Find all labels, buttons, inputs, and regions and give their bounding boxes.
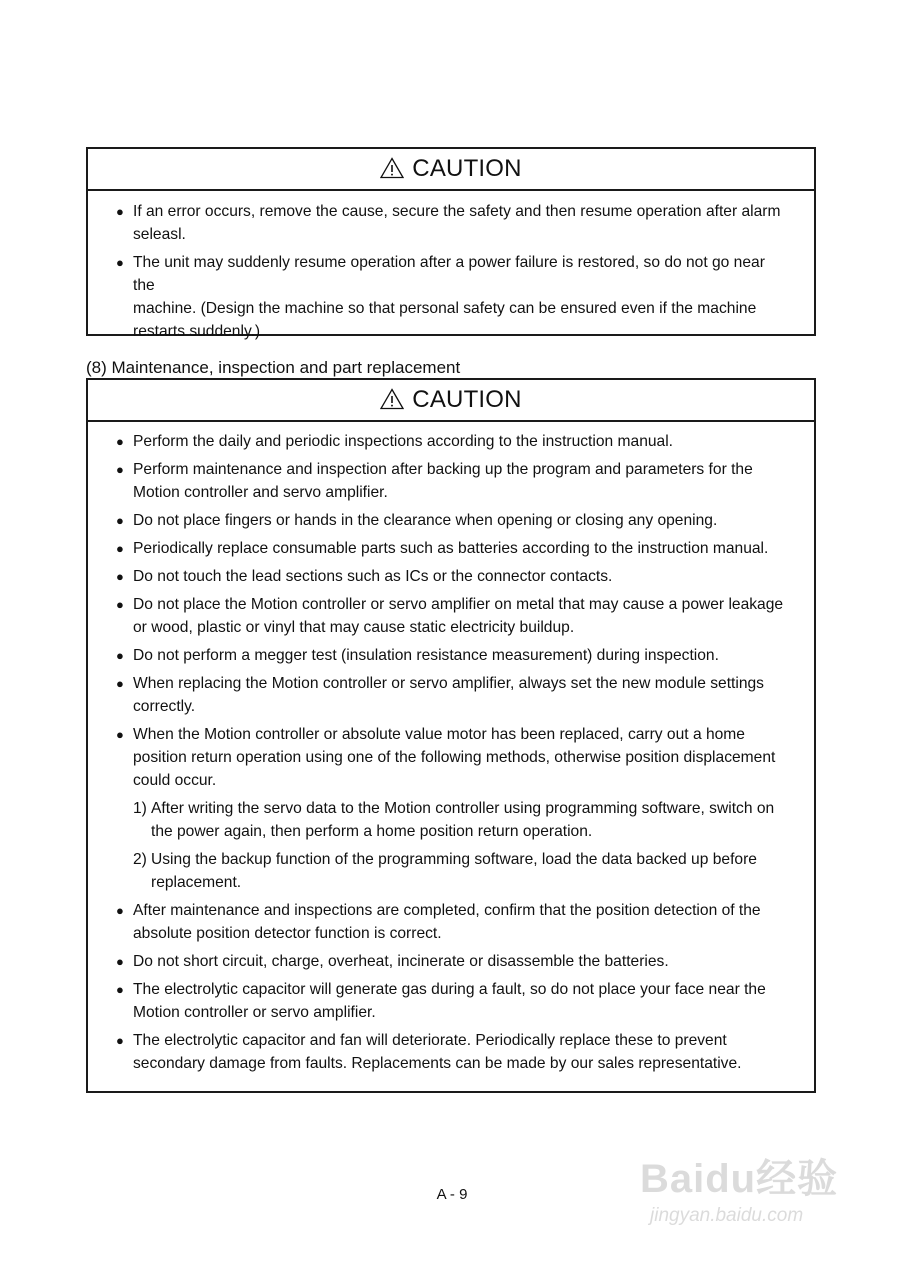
text-line: Periodically replace consumable parts such as batteries according to the instruction manual.: [133, 540, 769, 557]
text-line: Motion controller and servo amplifier.: [133, 484, 388, 501]
bullet-icon: ●: [116, 954, 124, 969]
text-line: seleasl.: [133, 226, 186, 243]
list-item-text: [133, 723, 775, 792]
list-item: [116, 200, 790, 246]
list-item-text: [133, 950, 669, 973]
sub-list-item: [116, 848, 790, 894]
text-line: secondary damage from faults. Replacements can be made by our sales representative.: [133, 1055, 742, 1072]
list-item: [116, 644, 790, 667]
text-line: Do not touch the lead sections such as ICs or the connector contacts.: [133, 568, 613, 585]
text-line: the power again, then perform a home position return operation.: [151, 823, 593, 840]
text-line: The electrolytic capacitor and fan will deteriorate. Periodically replace these to prevent: [133, 1032, 727, 1049]
bullet-icon: ●: [116, 597, 124, 612]
list-item-text: [133, 1029, 741, 1075]
warning-triangle-icon: [380, 157, 404, 179]
caution-header-1: [88, 149, 814, 191]
text-line: Do not place the Motion controller or servo amplifier on metal that may cause a power leakage: [133, 596, 784, 613]
page-number: A - 9: [436, 1186, 468, 1203]
watermark-logo: Baidu经验: [640, 1157, 839, 1201]
bullet-icon: ●: [116, 204, 124, 219]
text-line: or wood, plastic or vinyl that may cause static electricity buildup.: [133, 619, 575, 636]
text-line: restarts suddenly.): [133, 323, 261, 340]
list-item: [116, 899, 790, 945]
list-item-text: [133, 251, 790, 343]
list-item-text: [133, 978, 766, 1024]
list-item: [116, 430, 790, 453]
text-line: machine. (Design the machine so that personal safety can be ensured even if the machine: [133, 300, 757, 317]
bullet-icon: ●: [116, 541, 124, 556]
text-line: absolute position detector function is correct.: [133, 925, 442, 942]
bullet-icon: ●: [116, 513, 124, 528]
caution-title-2: CAUTION: [412, 386, 522, 413]
text-line: Using the backup function of the programming software, load the data backed up before: [151, 851, 757, 868]
text-line: If an error occurs, remove the cause, secure the safety and then resume operation after alarm: [133, 203, 781, 220]
text-line: When replacing the Motion controller or servo amplifier, always set the new module settings: [133, 675, 764, 692]
sub-item-text: [151, 797, 774, 843]
caution-list-1: [88, 191, 814, 343]
section-title-maintenance: (8) Maintenance, inspection and part replacement: [86, 358, 461, 377]
bullet-icon: ●: [116, 648, 124, 663]
list-item: [116, 978, 790, 1024]
text-line: could occur.: [133, 772, 217, 789]
list-item: [116, 537, 790, 560]
watermark-url: jingyan.baidu.com: [650, 1205, 804, 1226]
caution-header-2: [88, 380, 814, 422]
list-item: [116, 565, 790, 588]
list-item-text: [133, 458, 753, 504]
list-item-text: [133, 200, 780, 246]
bullet-icon: ●: [116, 982, 124, 997]
list-item-text: [133, 644, 719, 667]
list-item: [116, 723, 790, 792]
bullet-icon: ●: [116, 1033, 124, 1048]
sub-item-number: 2): [133, 851, 147, 868]
list-item-text: [133, 672, 764, 718]
list-item: [116, 950, 790, 973]
text-line: The electrolytic capacitor will generate gas during a fault, so do not place your face near the: [133, 981, 766, 998]
list-item-text: [133, 430, 673, 453]
list-item-text: [133, 509, 717, 532]
list-item: [116, 1029, 790, 1075]
caution-list-2: [88, 422, 814, 1075]
caution-title-1: CAUTION: [412, 155, 522, 182]
text-line: Do not short circuit, charge, overheat, incinerate or disassemble the batteries.: [133, 953, 669, 970]
text-line: replacement.: [151, 874, 242, 891]
bullet-icon: ●: [116, 255, 124, 270]
list-item: [116, 251, 790, 343]
list-item-text: [133, 899, 761, 945]
bullet-icon: ●: [116, 727, 124, 742]
text-line: The unit may suddenly resume operation after a power failure is restored, so do not go near the: [133, 254, 765, 294]
warning-triangle-icon: [380, 388, 404, 410]
text-line: correctly.: [133, 698, 196, 715]
bullet-icon: ●: [116, 434, 124, 449]
list-item: [116, 458, 790, 504]
sub-item-number: 1): [133, 800, 147, 817]
caution-box-2: [86, 378, 816, 1093]
text-line: Do not place fingers or hands in the clearance when opening or closing any opening.: [133, 512, 718, 529]
list-item-text: [133, 593, 783, 639]
list-item: [116, 672, 790, 718]
list-item-text: [133, 537, 768, 560]
text-line: position return operation using one of the following methods, otherwise position displacement: [133, 749, 776, 766]
text-line: Motion controller or servo amplifier.: [133, 1004, 376, 1021]
bullet-icon: ●: [116, 462, 124, 477]
sub-list-item: [116, 797, 790, 843]
baidu-watermark: [640, 1145, 852, 1245]
bullet-icon: ●: [116, 903, 124, 918]
caution-box-1: [86, 147, 816, 340]
list-item: [116, 593, 790, 639]
list-item: [116, 509, 790, 532]
text-line: After writing the servo data to the Motion controller using programming software, switch on: [151, 800, 775, 817]
sub-item-text: [151, 848, 757, 894]
text-line: Do not perform a megger test (insulation resistance measurement) during inspection.: [133, 647, 719, 664]
text-line: Perform the daily and periodic inspections according to the instruction manual.: [133, 433, 674, 450]
bullet-icon: ●: [116, 569, 124, 584]
text-line: After maintenance and inspections are completed, confirm that the position detection of the: [133, 902, 761, 919]
bullet-icon: ●: [116, 676, 124, 691]
list-item-text: [133, 565, 612, 588]
text-line: When the Motion controller or absolute value motor has been replaced, carry out a home: [133, 726, 745, 743]
text-line: Perform maintenance and inspection after backing up the program and parameters for the: [133, 461, 753, 478]
